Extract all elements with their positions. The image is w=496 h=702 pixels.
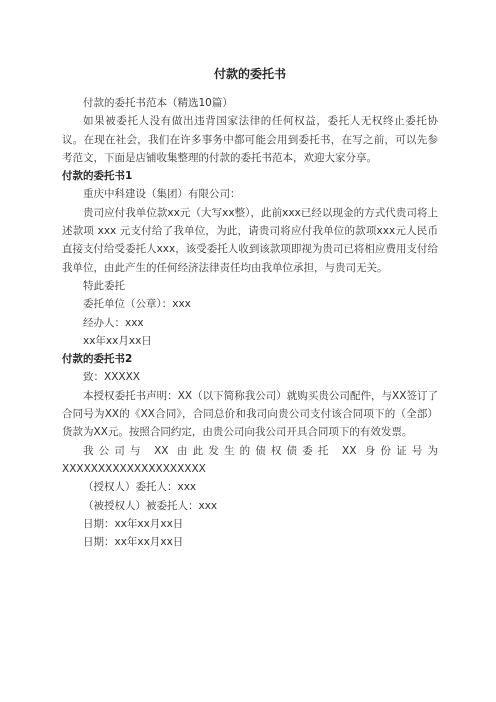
signature-unit: 委托单位（公章）：xxx <box>83 298 191 311</box>
signature-handler: 经办人：xxx <box>83 316 144 329</box>
id-number-line: XXXXXXXXXXXXXXXXXXXX <box>62 462 206 475</box>
section-heading-1: 付款的委托书1 <box>62 170 133 183</box>
date-line-2: 日期：xx年xx月xx日 <box>83 536 184 549</box>
document-body <box>62 94 438 551</box>
body-paragraph: 贵司应付我单位款xx元（大写xx整），此前xxx已经以现金的方式代贵司将上述款项 xxx 元支付给了我单位，为此，请贵司将应付我单位的款项xxx元人民币直接支付给受委托人xxx，该受委托人收到该款项即视为贵司已将相应费用支付给我单位，由此产生的任何经济法律责任均由我单位承担，与贵司无关。 <box>62 206 438 274</box>
body-paragraph-2: 本授权委托书声明：XX（以下简称我公司）就购买贵公司配件，与XX签订了合同号为XX的《XX合同》，合同总价和我司向贵公司支付该合同项下的（全部）货款为XX元。按照合同约定，由贵公司向我公司开具合同项下的有效发票。 <box>62 389 438 439</box>
intro-subtitle: 付款的委托书范本（精选10篇） <box>83 97 233 109</box>
authorized-line: （被授权人）被委托人：xxx <box>83 499 218 512</box>
body-paragraph-3: 我公司与 XX 由此发生的债权债委托 XX 身份证号为 <box>83 444 438 457</box>
addressee-line: 重庆中科建设（集团）有限公司： <box>83 188 241 201</box>
signature-date: xx年xx月xx日 <box>83 334 152 347</box>
page-title: 付款的委托书 <box>213 67 286 81</box>
closing-line: 特此委托 <box>83 279 125 292</box>
section-heading-2: 付款的委托书2 <box>62 353 133 366</box>
authorizer-line: （授权人）委托人：xxx <box>83 481 197 494</box>
addressee-line-2: 致：XXXXX <box>83 371 140 384</box>
date-line-1: 日期：xx年xx月xx日 <box>83 517 184 530</box>
intro-paragraph: 如果被委托人没有做出违背国家法律的任何权益，委托人无权终止委托协议。在现在社会，我们在许多事务中都可能会用到委托书，在写之前，可以先参考范文，下面是店铺收集整理的付款的委托书范本，欢迎大家分享。 <box>62 115 438 164</box>
